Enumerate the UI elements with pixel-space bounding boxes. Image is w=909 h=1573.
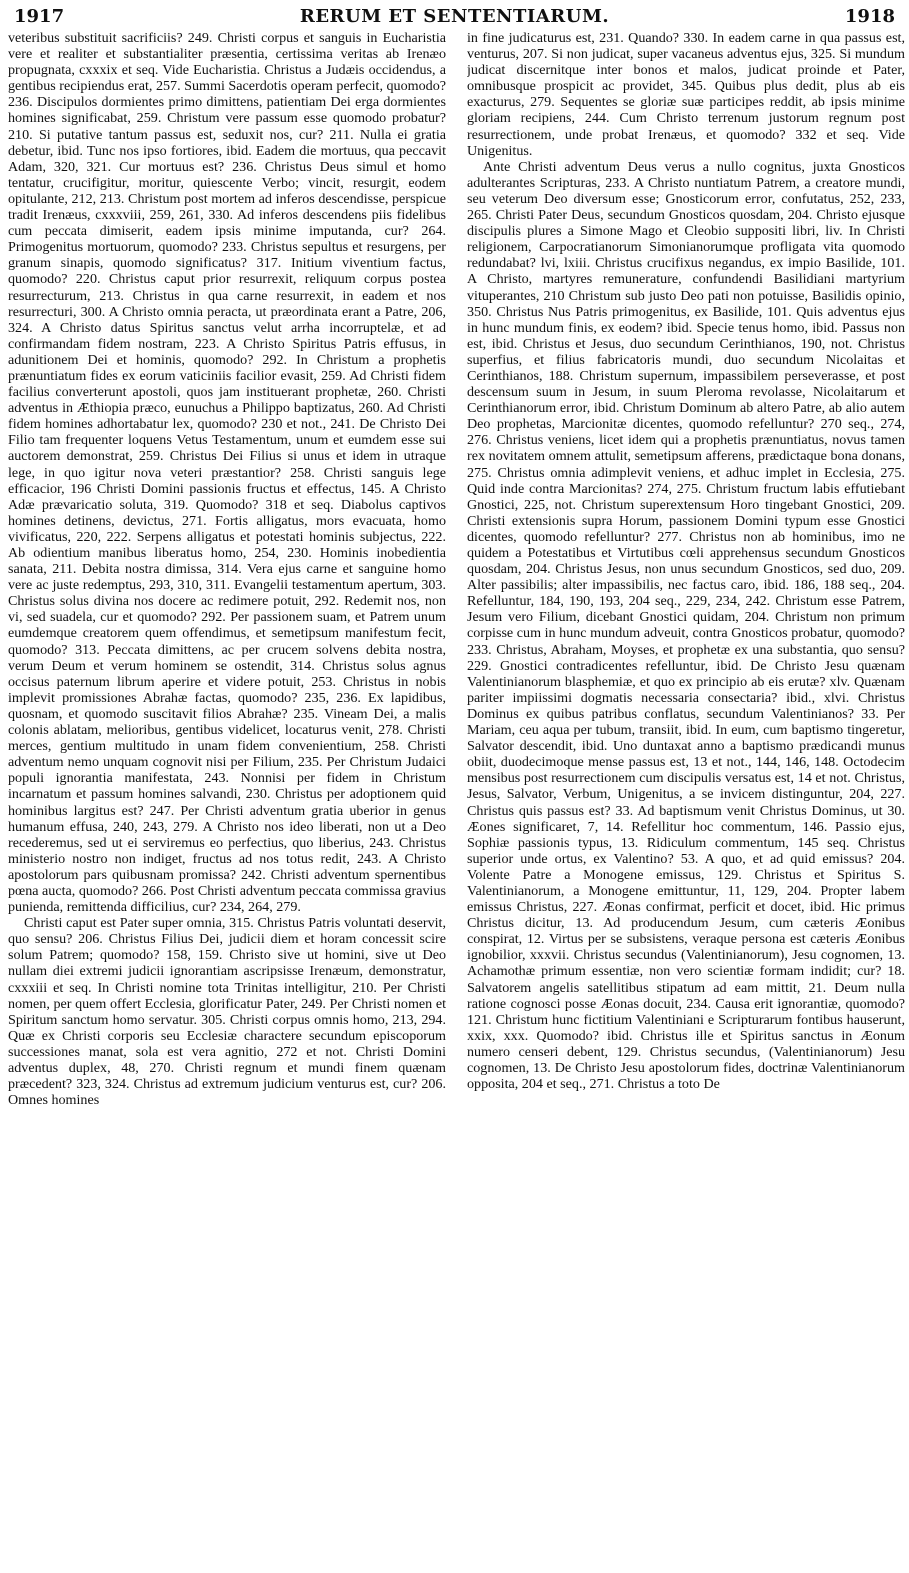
running-header — [14, 6, 895, 30]
left-column — [8, 30, 446, 1560]
running-title: RERUM ET SENTENTIARUM. — [299, 6, 610, 27]
right-column — [467, 30, 905, 1560]
left-column-number: 1917 — [14, 6, 65, 27]
right-column-number: 1918 — [844, 6, 895, 27]
index-paragraph: Ante Christi adventum Deus verus a nullo cognitus, juxta Gnosticos adulterantes Scripturas, 233. A Christo nuntiatum Patrem, a creatore mundi, seu veterum Deo diversum esse; Gnosticorum error, confutatus, 252, 233, 265. Christi Pater Deus, secundum Gnosticos quosdam, 204. Christo ejusque discipulis plures a Simone Mago et Cleobio suppositi libri, liv. In Christi religionem, Carpocratianorum Simonianorumque profligata vita quomodo redundabat? lvi, lxiii. Christus crucifixus negandus, ex impio Basilide, 101. A Christo, martyres remunerature, confundendi Basilidiani martyrium vituperantes, 210 Christum sub justo Deo pati non potuisse, Basilidis opinio, 350. Christus Nus Patris primogenitus, ex Basilide, 101. Quis adventus ejus in hunc mundum finis, ex eodem? ibid. Specie tenus homo, ibid. Passus non est, ibid. Christus et Jesus, duo secundum Cerinthianos, 190, not. Christus superfius, et filius fabricatoris mundi, duo secundum Nicolaitas et Cerinthianos, 188. Christum supernum, impassibilem perseverasse, et post descensum suum in Jesum, in suum Pleroma revolasse, Nicolaitarum et Cerinthianorum error, ibid. Christum Dominum ab altero Patre, ab alio autem Deo prophetas, Marcionitæ dicentes, quomodo refelluntur? 270 seq., 274, 276. Christus veniens, licet idem qui a prophetis prænuntiatus, novus tamen rex novitatem omnem attulit, semetipsum afferens, prædictaque bona donans, 275. Christus omnia adimplevit veniens, et adhuc implet in Ecclesia, 275. Quid inde contra Marcionitas? 274, 275. Christum fructum labis effutiebant Gnostici, 225, not. Christum superextensum Horo tingebant Gnostici, 209. Christi extensionis supra Horum, passionem Domini typum esse Gnostici dicentes, quomodo refelluntur? 277. Christus non ab hominibus, imo ne quidem a Potestatibus et Virtutibus cœli apprehensus secundum Gnosticos quosdam, 204. Christus Jesus, non unus secundum Gnosticos, sed duo, 209. Alter passibilis; alter impassibilis, nec factus caro, ibid. 186, 188 seq., 204. Refelluntur, 184, 190, 193, 204 seq., 229, 234, 242. Christum esse Patrem, Jesum vero Filium, dicebant Gnostici quidam, 204. Christum non primum corpisse cum in hunc mundum adveuit, contra Gnosticos probatur, quomodo? 233. Christus, Abraham, Moyses, et prophetæ ex una substantia, quo sensu? 229. Gnostici contradicentes refelluntur, ibid. De Christo Jesu quænam Valentinianorum blasphemiæ, et quo ex principio ab eis erutæ? xlv. Quænam pariter impiissimi dogmatis necessaria consectaria? ibid., xlvi. Christus Dominus ex quibus patribus conflatus, secundum Valentinianos? 33. Per Mariam, ceu aqua per tubum, transiit, ibid. In eum, cum baptismo tingeretur, Salvator descendit, ibid. Uno duntaxat anno a baptismo prædicandi munus obiit, duodecimoque mense passus est, 13 et not., 144, 146, 148. Octodecim mensibus post resurrectionem cum discipulis versatus est, 14 et not. Christus, Jesus, Salvator, Verbum, Unigenitus, a se invicem distinguntur, 204, 227. Christus quis passus est? 33. Ad baptismum venit Christus Dominus, ut 30. Æones significaret, 7, 14. Refellitur hoc commentum, 146. Passio ejus, Sophiæ passionis typus, 13. Ridiculum commentum, 145 seq. Christus superior unde ortus, ex Valentino? 53. A quo, et ad quid emissus? 204. Volente Patre a Monogene emissus, 129. Christus et Spiritus S. Valentinianorum, a Monogene emittuntur, 11, 129, 204. Propter labem emissus Christus, 227. Æonas confirmat, perficit et docet, ibid. Hic primus Christus dicitur, 13. Ad producendum Jesum, cum cæteris Æonibus conspirat, 12. Virtus per se subsistens, veraque persona est cæteris Æonibus ignobilior, xxxvii. Christus secundus (Valentinianorum), Jesu cognomen, 13. Achamothæ primum essentiæ, non vero scientiæ formam indidit; cur? 18. Salvatorem angelis satellitibus stipatum ad eam mittit, 21. Deum nulla ratione cognosci posse Æonas docuit, 234. Causa erit ignorantiæ, quomodo? 121. Christum hunc fictitium Valentiniani e Scripturarum fontibus hauserunt, xxix, xxx. Quomodo? ibid. Christus ille et Spiritus sanctus in Æonum numero censeri debent, 129. Christus secundus, (Valentinianorum) Jesu cognomen, 13. De Christo Jesu apostolorum fides, doctrinæ Valentinianorum opposita, 204 et seq., 271. Christus a toto De — [467, 158, 905, 1093]
index-paragraph: in fine judicaturus est, 231. Quando? 330. In eadem carne in qua passus est, venturus, 207. Si non judicat, super vacaneus adventus ejus, 325. Si mundum judicat discernitque inter bonos et malos, judicat proinde et Pater, omnibusque prospicit ac providet, 345. Quibus plus dedit, plus ab eis exacturus, 279. Sequentes se gloriæ suæ participes reddit, ab ipsis minime gloriam recipiens, 244. Cum Christo terrenum justorum regnum post resurrectionem, unde probat Irenæus, et quomodo? 332 et seq. Vide Unigenitus. — [467, 30, 905, 159]
index-paragraph: Christi caput est Pater super omnia, 315. Christus Patris voluntati deservit, quo sensu? 206. Christus Filius Dei, judicii diem et horam concessit scire solum Patrem; quomodo? 158, 159. Christo sive ut homini, sive ut Deo nullam diei extremi judicii ignorantiam ascripsisse Irenæum, demonstratur, cxxxiii et seq. In Christi nomine tota Trinitas intelligitur, 210. Per Christi nomen, per quem offert Ecclesia, glorificatur Pater, 249. Per Christi nomen et Spiritum sanctum homo servatur. 305. Christi corpus omnis homo, 213, 294. Quæ ex Christi corporis seu Ecclesiæ charactere secundum episcoporum successiones manat, sola est vera agnitio, 272 et not. Christi Domini adventus duplex, 48, 270. Christi regnum et mundi finem quænam præcedent? 323, 324. Christus ad extremum judicium venturus est, cur? 206. Omnes homines — [8, 915, 446, 1109]
index-paragraph: veteribus substituit sacrificiis? 249. Christi corpus et sanguis in Eucharistia vere et realiter et substantialiter præsentia, certissima veritas ab Irenæo propugnata, cxxxix et seq. Vide Eucharistia. Christus a Judæis occidendus, a gentibus recipiendus erat, 257. Summi Sacerdotis operam perfecit, quomodo? 236. Discipulos dormientes primo dimittens, patientiam Dei erga dormientes homines significabat, 259. Christum vere passum esse quomodo probatur? 210. Si putative tantum passus est, seduxit nos, cur? 211. Nulla ei gratia debetur, ibid. Tunc nos ipso fortiores, ibid. Eadem die mortuus, qua peccavit Adam, 320, 321. Cur mortuus est? 236. Christus Deus simul et homo tentatur, crucifigitur, moritur, quiescente Verbo; vincit, resurgit, eodem opitulante, 212, 213. Christum post mortem ad inferos descendisse, perspicue tradit Irenæus, cxxxviii, 259, 261, 330. Ad inferos descendens piis fidelibus cum peccata dimiserit, eadem ipsis minime imputanda, cur? 264. Primogenitus mortuorum, quomodo? 233. Christus sepultus et resurgens, per granum sinapis, quomodo significatus? 317. Initium viventium factus, quomodo? 220. Christus caput prior resurrexit, reliquum corpus postea resurrecturum, 213. Christus in qua carne resurrexit, in eadem et nos resurrecturi, 300. A Christo omnia peracta, ut præordinata erant a Patre, 206, 324. A Christo datus Spiritus sanctus velut arrha incorruptelæ, et ad confirmandam fidem nostram, 223. A Christo Spiritus Patris effusus, in adunitionem Dei et hominis, quomodo? 292. In Christum a prophetis prænuntiatum fides ex eorum vaticiniis facilior evasit, 259. Ad Christi fidem facilius converterunt apostoli, quos jam instituerant prophetæ, 260. Christi adventus in Æthiopia præco, eunuchus a Philippo baptizatus, 260. Ad Christi fidem homines adhortabatur lex, quomodo? 230 et not., 241. De Christo Dei Filio tam frequenter loquens Vetus Testamentum, unum et eumdem esse sui auctorem demonstrat, 259. Christus Dei Filius si unus et idem in utraque lege, in quo igitur nova veteri præstantior? 258. Christi sanguis lege efficacior, 196 Christi Domini passionis fructus et effectus, 145. A Christo Adæ prævaricatio soluta, 319. Quomodo? 318 et seq. Diabolus captivos homines detinens, devictus, 271. Fortis alligatus, mors evacuata, homo vivificatus, 220, 222. Serpens alligatus et potestati hominis subjectus, 222. Ab odientium manibus liberatus homo, 254, 230. Hominis inobedientia sanata, 211. Debita nostra dimissa, 314. Vera ejus carne et sanguine homo vere ac juste redemptus, 293, 310, 311. Evangelii testamentum apertum, 303. Christus solus divina nos docere ac redimere potuit, 292. Redemit nos, non vi, sed suadela, cur et quomodo? 292. Per passionem suam, et Patrem unum eumdemque creatorem quem offendimus, et semetipsum manifestum fecit, quomodo? 313. Peccata dimittens, ac per crucem solvens debita nostra, verum Deum et verum hominem se ostendit, 314. Christus solus agnus occisus paternum librum aperire et videre potuit, 253. Christus in nobis implevit promissiones Abrahæ factas, quomodo? 235, 236. Ex lapidibus, quosnam, et quomodo suscitavit filios Abrahæ? 235. Vineam Dei, a malis colonis ablatam, melioribus, gentibus videlicet, locaturus venit, 278. Christi merces, gentium multitudo in unam fidem convenientium, 258. Christi adventum nemo unquam cognovit nisi per Filium, 235. Per Christum Judaici populi ignorantia manifestata, 243. Nonnisi per fidem in Christum incarnatum et passum homines salvandi, 230. Christus per adoptionem quid hominibus largitus est? 247. Per Christi adventum gratia uberior in genus humanum effusa, 240, 243, 279. A Christo nos ideo liberati, non ut a Deo recederemus, sed ut ei serviremus eo perfectius, quo liberius, 243. Christus ministerio nostro non indiget, fructus ad nos totus redit, 243. A Christo apostolorum pars quibusnam promissa? 242. Christi adventum spernentibus pœna aucta, quomodo? 266. Post Christi adventum peccata commissa gravius punienda, remittenda difficilius, cur? 234, 264, 279. — [8, 30, 446, 916]
